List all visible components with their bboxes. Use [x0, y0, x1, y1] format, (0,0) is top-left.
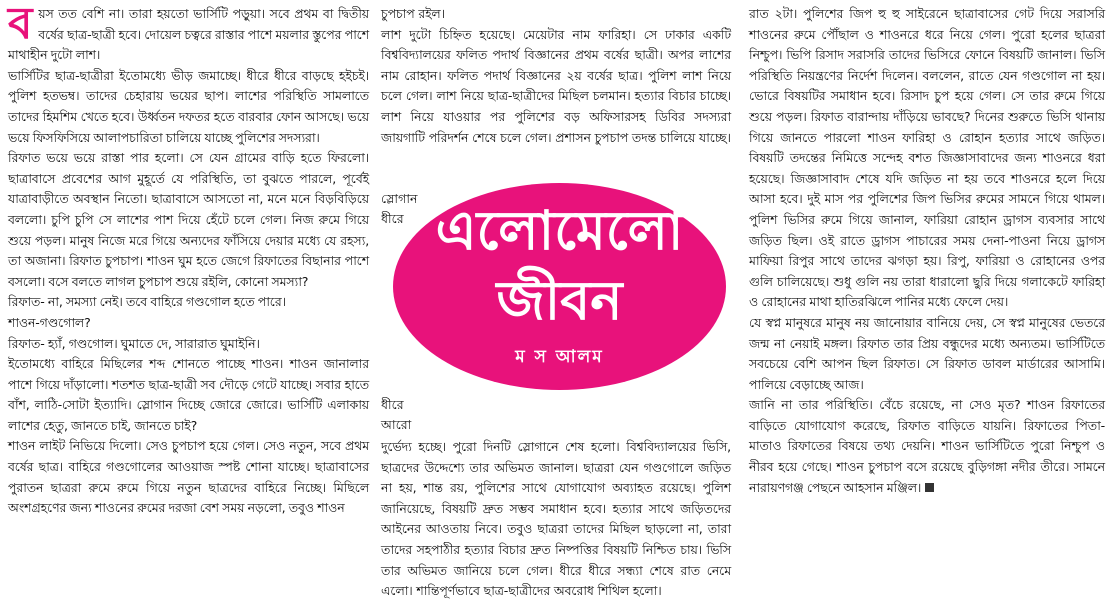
paragraph-intro — [8, 0, 369, 66]
paragraph: লাশ দুটো চিহ্নিত হয়েছে। মেয়েটার নাম ফারিহা। সে ঢাকার একটি বিশ্ববিদ্যালয়ের ফলিত পদার্থ বিজ্ঞানের প্রথম বর্ষের ছাত্রী। অপর লাশের নাম রোহান। ফলিত পদার্থ বিজ্ঞানের ২য় বর্ষের ছাত্র। পুলিশ লাশ নিয়ে চলে গেল। লাশ নিয়ে ছাত্র-ছাত্রীদের মিছিল চলমান। হত্যার বিচার চাচ্ছে। লাশ নিয়ে যাওয়ার পর পুলিশের বড় অফিসারসহ ডিবির সদস্যরা জায়গাটি পরিদর্শন শেষে চলে গেল। প্রশাসন চুপচাপ তদন্ত চালিয়ে যাচ্ছে। — [381, 26, 731, 145]
article-title-line-1: এলোমেলো — [435, 199, 684, 262]
drop-cap: ব — [8, 0, 33, 49]
paragraph: শাওন লাইট নিভিয়ে দিলো। সেও চুপচাপ হয়ে গেল। সেও নতুন, সবে প্রথম বর্ষের ছাত্র। বাহিরে গণ্ডগোলের আওয়াজ স্পষ্ট শোনা যাচ্ছে। ছাত্রাবাসের পুরাতন ছাত্ররা রুমে রুমে গিয়ে নতুন ছাত্রদের বাহিরে নিচ্ছে। মিছিলে অংশগ্রহণের জন্য শাওনের রুমের দরজা বেশ সময় নড়লো, তবুও শাওন — [8, 438, 369, 516]
paragraph: রাত ২টা। পুলিশের জিপ হু হু সাইরেনে ছাত্রাবাসের গেট দিয়ে সরাসরি শাওনের রুমে পৌঁছাল ও শাওনরে ধরে নিয়ে গেল। পুরো হলের ছাত্ররা নিশ্চুপ। ভিপি রিসাদ সরাসরি তাদের ভিসিরে ফোনে বিষয়টি জানাল। ভিসি পরিস্থিতি নিয়ন্ত্রণের নির্দেশ দিলেন। বললেন, রাতে যেন গণ্ডগোল না হয়। ভোরে বিষয়টির সমাধান হবে। রিসাদ চুপ হয়ে গেল। সে তার রুমে গিয়ে শুয়ে পড়ল। রিফাত বারান্দায় দাঁড়িয়ে ভাবছে? দিনের শুরুতে ভিসি থানায় গিয়ে জানতে পারলো শাওন ফারিহা ও রোহান হত্যার সাথে জড়িত। বিষয়টি তদন্তের নিমিত্তে সন্দেহ বশত জিজ্ঞাসাবাদের জন্য শাওনরে ধরা হয়েছে। জিজ্ঞাসাবাদ শেষে যদি জড়িত না হয় তবে শাওনরে হলে দিয়ে আসা হবে। দুই মাস পর পুলিশের জিপ ভিসির রুমের সামনে গিয়ে থামল। পুলিশ ভিসির রুমে গিয়ে জানাল, ফারিয়া রোহান ড্রাগস ব্যবসার সাথে জড়িত ছিল। ওই রাতে ড্রাগস পাচারের সময় দেনা-পাওনা নিয়ে ড্রাগস মাফিয়া রিপুর সাথে তাদের ঝগড়া হয়। রিপু, ফারিয়া ও রোহানের ওপর গুলি চালিয়েছে। শুধু গুলি নয় তারা ধারালো ছুরি দিয়ে গলাকেটে ফারিহা ও রোহানের মাথা হাতিরঝিলে পানির মধ্যে ফেলে দেয়। — [749, 6, 1105, 310]
article-column-1 — [8, 0, 369, 519]
article-column-2-top — [381, 4, 731, 148]
end-mark-icon — [925, 483, 934, 492]
paragraph: যে স্বপ্ন মানুষরে মানুষ নয় জানোয়ার বানিয়ে দেয়, সে স্বপ্ন মানুষের ভেতরে জন্ম না নেয়াই মঙ্গল। রিফাত তার প্রিয় বন্ধুদের মধ্যে অন্যতম। ভার্সিটিতে সবচেয়ে বেশি আপন ছিল রিফাত। সে রিফাত ডাবল মার্ডারের আসামি। পালিয়ে বেড়াচ্ছে আজ। — [749, 314, 1105, 392]
short-line: ধীরে — [381, 211, 404, 226]
dialogue-line: রিফাত- হ্যাঁ, গণ্ডগোল। ঘুমাতে দে, সারারাত ঘুমাইনি। — [8, 335, 260, 351]
final-text: জানি না তার পরিস্থিতি। বেঁচে রয়েছে, না সেও মৃত? শাওন রিফাতের বাড়িতে যোগাযোগ করেছে, রিফাত বাড়িতে যায়নি। রিফাতের পিতা-মাতাও রিফাতের বিষয়ে তথ্য দেয়নি। শাওন ভার্সিটিতে পুরো নিশ্চুপ ও নীরব হয়ে গেছে। শাওন চুপচাপ বসে রয়েছে বুড়িগঙ্গা নদীর তীরে। সামনে নারায়ণগঞ্জ পেছনে আহসান মঞ্জিল। — [749, 397, 1105, 495]
paragraph: ইতোমধ্যে বাহিরে মিছিলের শব্দ শোনতে পাচ্ছে শাওন। শাওন জানালার পাশে গিয়ে দাঁড়ালো। শতশত ছাত্র-ছাত্রী সব দৌড়ে গেটে যাচ্ছে। সবার হাতে বাঁশ, লাঠি-সোটা ইত্যাদি। স্লোগান দিচ্ছে জোরে জোরে। ভার্সিটি এলাকায় লাশের হেতু, জানতে চাই, জানতে চাই? — [8, 356, 369, 433]
paragraph: ভার্সিটির ছাত্র-ছাত্রীরা ইতোমধ্যে ভীড় জমাচ্ছে। ধীরে ধীরে বাড়ছে হইচই। পুলিশ হতভম্ব। তাদের চেহারায় ভয়ের ছাপ। লাশের পরিস্থিতি সামলাতে তাদের হিমশিম খেতে হবে। উর্ধ্বতন দফতর হতে বারবার ফোন আসছে। ভয়ে ভয়ে ফিসফিসিয়ে আলাপচারিতা চালিয়ে যাচ্ছে পুলিশের সদস্যরা। — [8, 67, 369, 145]
author-byline: ম স আলম — [515, 347, 604, 367]
article-column-2-bottom — [381, 437, 731, 602]
dialogue-line: রিফাত- না, সমস্যা নেই। তবে বাহিরে গণ্ডগোল হতে পারে। — [8, 294, 286, 310]
paragraph: দুর্ভেদ্য হচ্ছে। পুরো দিনটি স্লোগানে শেষ হলো। বিশ্ববিদ্যালয়ের ভিসি, ছাত্রদের উদ্দেশ্যে তার অভিমত জানাল। ছাত্ররা যেন গণ্ডগোলে জড়িত না হয়, শান্ত রয়, পুলিশের সাথে যোগাযোগ অব্যাহত রয়েছে। পুলিশ জানিয়েছে, বিষয়টি দ্রুত সম্ভব সমাধান হবে। হত্যার সাথে জড়িতদের আইনের আওতায় নিবে। তবুও ছাত্ররা তাদের মিছিল ছাড়লো না, তারা তাদের সহপাঠীর হত্যার বিচার দ্রুত নিষ্পত্তির বিষয়টি নিশ্চিত চায়। ভিসি তার অভিমত জানিয়ে চলে গেল। ধীরে ধীরে সন্ধ্যা শেষে রাত নেমে এলো। শান্তিপূর্ণভাবে ছাত্র-ছাত্রীদের অবরোধ শিথিল হলো। — [381, 439, 731, 599]
intro-text: য়স তত বেশি না। তারা হয়তো ভার্সিটি পড়ুয়া। সবে প্রথম বা দ্বিতীয় বর্ষের ছাত্র-ছাত্রী হবে। দোয়েল চত্বরে রাস্তার পাশে ময়লার স্তুপের পাশে মাথাহীন দুটো লাশ। — [8, 6, 369, 63]
short-line: ধীরে — [381, 397, 404, 412]
short-line: স্লোগান — [381, 191, 418, 206]
article-column-3 — [749, 4, 1105, 498]
paragraph: রিফাত ভয়ে ভয়ে রাস্তা পার হলো। সে যেন গ্রামের বাড়ি হতে ফিরলো। ছাত্রাবাসে প্রবেশের আগ মুহূর্তে যে পরিস্থিতি, তা বুঝতে পারলে, পূর্বেই যাত্রাবাড়ীতে অবস্থান নিতো। ছাত্রাবাসে আসতো না, মনে মনে বিড়বিড়িয়ে বললো। চুপি চুপি সে লাশের পাশ দিয়ে হেঁটে চলে গেল। নিজ রুমে গিয়ে শুয়ে পড়ল। মানুষ নিজে মরে গিয়ে অন্যদের ফাঁসিয়ে দেয়ার মধ্যে যে রহস্য, তা অজানা। রিফাত চুপচাপ। শাওন ঘুম হতে জেগে রিফাতের বিছানার পাশে বসলো। বসে বলতে লাগল চুপচাপ শুয়ে রইলি, কোনো সমস্যা? — [8, 150, 369, 289]
short-line: আরো — [381, 417, 412, 432]
paragraph: চুপচাপ রইল। — [381, 6, 445, 21]
article-title-line-2: জীবন — [496, 269, 623, 332]
paragraph-final — [749, 395, 1105, 498]
dialogue-line: শাওন-গণ্ডগোল? — [8, 314, 91, 330]
